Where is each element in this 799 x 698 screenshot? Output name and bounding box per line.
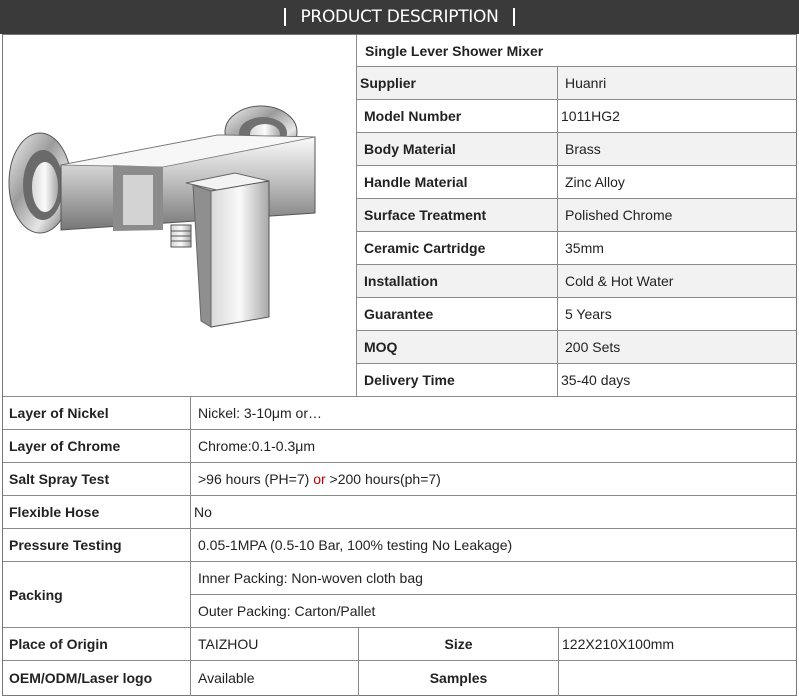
spec-value: Zinc Alloy: [565, 174, 625, 190]
grid-line-v: [558, 627, 559, 696]
spec-value: 35mm: [565, 240, 604, 256]
spec-label: MOQ: [357, 331, 557, 363]
chrome-label: Layer of Chrome: [9, 438, 121, 454]
grid-line-h: [357, 66, 797, 67]
packing-inner: Inner Packing: Non-woven cloth bag: [198, 570, 423, 586]
size-value: 122X210X100mm: [562, 636, 675, 652]
grid-line-h: [357, 99, 797, 100]
grid-line-h: [357, 330, 797, 331]
grid-line-v: [356, 35, 357, 396]
grid-line-h: [357, 297, 797, 298]
spec-value: 5 Years: [565, 306, 612, 322]
salt-label: Salt Spray Test: [9, 471, 110, 487]
grid-line-h: [357, 165, 797, 166]
salt-value-a: >96 hours (PH=7): [198, 471, 310, 487]
origin-value: TAIZHOU: [198, 636, 259, 652]
packing-label: Packing: [9, 586, 63, 603]
product-image: [3, 35, 356, 395]
product-name: Single Lever Shower Mixer: [365, 42, 544, 59]
grid-line-h: [3, 561, 797, 562]
spec-label: Ceramic Cartridge: [364, 240, 486, 256]
nickel-label: Layer of Nickel: [9, 405, 109, 421]
spec-value: Cold & Hot Water: [558, 265, 796, 297]
grid-line-h: [3, 429, 797, 430]
header-title: PRODUCT DESCRIPTION: [300, 7, 499, 27]
spec-value: 1011HG2: [561, 108, 620, 124]
spec-label: Model Number: [364, 108, 462, 124]
packing-outer: Outer Packing: Carton/Pallet: [198, 603, 376, 619]
origin-label: Place of Origin: [9, 636, 108, 652]
grid-line-h: [3, 396, 797, 397]
grid-line-h: [357, 264, 797, 265]
samples-label: Samples: [429, 669, 488, 686]
grid-line-h: [3, 627, 797, 628]
nickel-value: Nickel: 3-10μm or…: [198, 405, 322, 421]
spec-value: Polished Chrome: [558, 199, 796, 231]
grid-line-h: [357, 198, 797, 199]
spec-label: Body Material: [357, 133, 557, 165]
pressure-label: Pressure Testing: [9, 537, 122, 553]
grid-line-h: [357, 363, 797, 364]
page-header: [0, 0, 799, 34]
spec-value: 200 Sets: [558, 331, 796, 363]
spec-label: Guarantee: [364, 306, 434, 322]
chrome-value: Chrome:0.1-0.3μm: [198, 438, 315, 454]
spec-label: Surface Treatment: [357, 199, 557, 231]
spec-label: Handle Material: [364, 174, 468, 190]
grid-line-v: [358, 627, 359, 696]
oem-value: Available: [198, 669, 255, 686]
grid-line-h: [357, 132, 797, 133]
salt-value-b: >200 hours(ph=7): [329, 471, 441, 487]
hose-value: No: [194, 504, 212, 520]
grid-line-h: [190, 594, 797, 595]
samples-value: [559, 661, 796, 694]
pressure-value: 0.05-1MPA (0.5-10 Bar, 100% testing No Leakage): [198, 537, 513, 553]
spec-value: Huanri: [558, 67, 796, 99]
grid-line-h: [357, 231, 797, 232]
grid-line-v: [557, 66, 558, 396]
salt-or: or: [313, 471, 326, 487]
grid-line-v: [190, 396, 191, 696]
oem-label: OEM/ODM/Laser logo: [9, 669, 153, 686]
spec-value: 35-40 days: [561, 372, 631, 388]
grid-line-h: [3, 495, 797, 496]
salt-value: [192, 463, 796, 495]
spec-label: Delivery Time: [364, 372, 455, 388]
spec-value: Brass: [558, 133, 796, 165]
grid-line-h: [3, 528, 797, 529]
spec-label: Supplier: [357, 67, 557, 99]
grid-line-h: [3, 660, 797, 661]
header-divider-right: [513, 8, 515, 26]
grid-line-h: [3, 462, 797, 463]
size-label: Size: [444, 636, 473, 652]
shower-mixer-illustration: [3, 35, 356, 395]
hose-label: Flexible Hose: [9, 504, 100, 520]
spec-label: Installation: [357, 265, 557, 297]
header-divider-left: [284, 8, 286, 26]
